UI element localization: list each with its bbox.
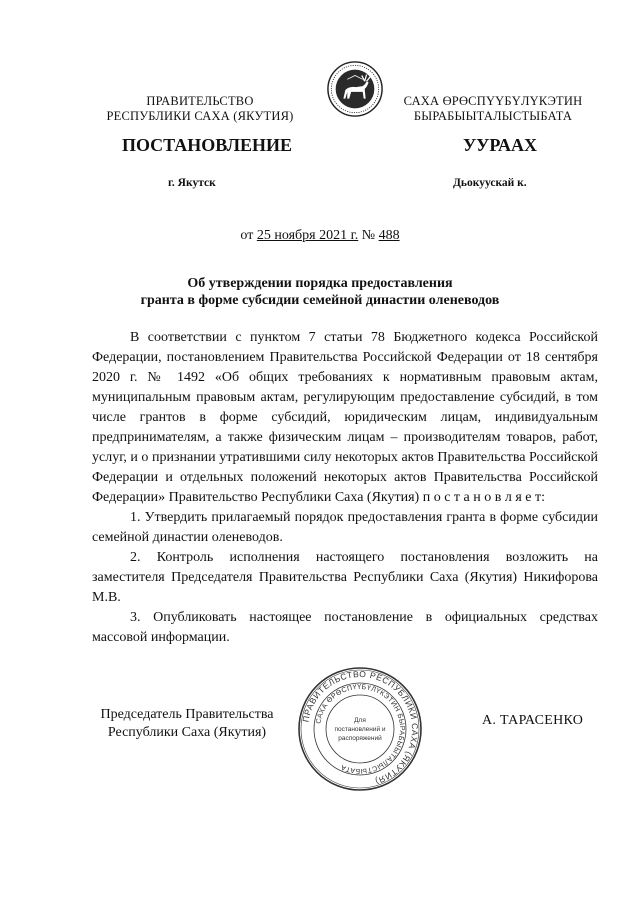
signatory-position-line2: Республики Саха (Якутия) [107,725,267,740]
official-seal-stamp [296,665,424,793]
header-left-block [100,94,300,124]
title-line2: гранта в форме субсидии семейной династии оленеводов [140,293,500,308]
seal-inner-line1: Для [354,717,366,724]
signatory-position [92,706,282,742]
header-right-line1: САХА ӨРӨСПҮҮБҮЛҮКЭТИН [403,94,583,108]
header-right-line2: БЫРАБЫЫТАЛЫСТЫБАТА [413,109,573,123]
document-title [90,275,550,309]
doc-type-sah: УУРААХ [462,135,538,155]
header-right-block [378,94,608,124]
body-intro-paragraph: В соответствии с пунктом 7 статьи 78 Бюджетного кодекса Российской Федерации, постановлением Правительства Российской Федерации от 18 сентября 2020 г. № 1492 «Об общих требованиях к нормативным правовым актам, муниципальным правовым актам, регулирующим предоставление субсидий, в том числе грантов в форме субсидий, юридическим лицам, индивидуальным предпринимателям, а также физическим лицам – производителям товаров, работ, услуг, и о признании утратившими силу некоторых актов Правительства Российской Федерации и отдельных положений некоторых актов Правительства Российской Федерации» Правительство Республики Саха (Якутия) п о с т а н о в л я е т: [92,330,598,505]
header-left-line2: РЕСПУБЛИКИ САХА (ЯКУТИЯ) [106,109,294,123]
body-item-1: 1. Утвердить прилагаемый порядок предоставления гранта в форме субсидии семейной династии оленеводов. [92,510,598,545]
seal-inner-line2: постановлений и [334,726,386,733]
document-body [92,328,598,648]
header-left-line1: ПРАВИТЕЛЬСТВО [146,94,254,108]
seal-inner-line3: распоряжений [338,735,382,742]
body-item-2: 2. Контроль исполнения настоящего постановления возложить на заместителя Председателя Правительства Республики Саха (Якутия) Никифорова М.В. [92,550,598,605]
document-number: 488 [378,228,400,243]
city-sah: Дьокуускай к. [453,177,527,189]
date-line [0,228,640,244]
sakha-emblem-icon [326,60,384,118]
doc-type-ru: ПОСТАНОВЛЕНИЕ [121,135,293,155]
document-date: 25 ноября 2021 г. [256,228,359,243]
signatory-position-line1: Председатель Правительства [100,707,274,722]
date-prefix: от [240,228,254,243]
seal-inner-ring-text: САХА ӨРӨСПҮҮБҮЛҮКЭТИН БЫРАБЫЫТАЛЫСТЫБАТА [315,683,406,775]
seal-outer-ring-text: ПРАВИТЕЛЬСТВО РЕСПУБЛИКИ САХА (ЯКУТИЯ) [300,668,421,787]
signatory-name: А. ТАРАСЕНКО [482,713,584,728]
body-item-3: 3. Опубликовать настоящее постановление в официальных средствах массовой информации. [92,610,598,645]
city-ru: г. Якутск [168,177,216,189]
title-line1: Об утверждении порядка предоставления [187,276,453,291]
number-sign: № [361,228,376,243]
